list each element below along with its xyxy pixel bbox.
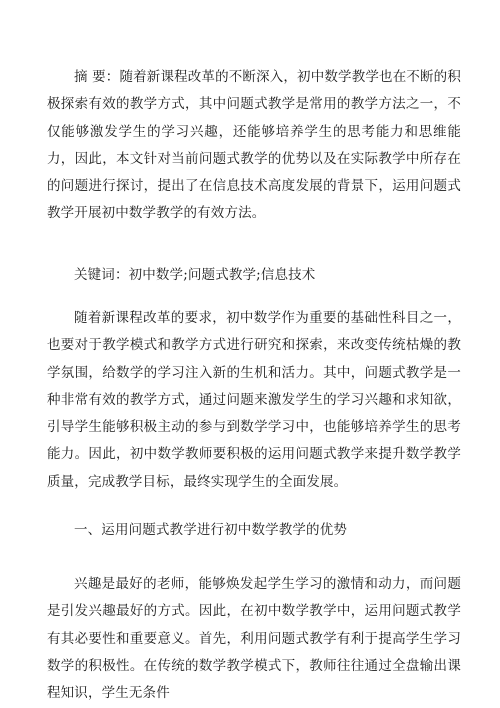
abstract-paragraph [47,64,461,228]
intro-paragraph: 随着新课程改革的要求，初中数学作为重要的基础性科目之一，也要对于教学模式和教学方式进行研究和探索，来改变传统枯燥的教学氛围，给数学的学习注入新的生机和活力。其中，问题式教学是一种非常有效的教学方式，通过问题来激发学生的学习兴趣和求知欲，引导学生能够积极主动的参与到数学学习中，也能够培养学生的思考能力。因此，初中数学教师要积极的运用问题式教学来提升数学教学质量，完成教学目标，最终实现学生的全面发展。 [47,310,461,490]
keywords-text: 初中数学;问题式教学;信息技术 [128,267,316,283]
section-paragraph: 兴趣是最好的老师，能够焕发起学生学习的激情和动力，而问题是引发兴趣最好的方式。因此，在初中数学教学中，运用问题式教学有其必要性和重要意义。首先，利用问题式教学有利于提高学生学习数学的积极性。在传统的数学教学模式下，教师往往通过全盘输出课程知识，学生无条件 [47,576,461,702]
keywords-line [47,262,461,289]
section-heading: 一、运用问题式教学进行初中数学教学的优势 [74,522,347,538]
keywords-label: 关键词： [74,267,129,283]
abstract-text: 随着新课程改革的不断深入，初中数学教学也在不断的积极探索有效的教学方式，其中问题式教学是常用的教学方法之一，不仅能够激发学生的学习兴趣，还能够培养学生的思考能力和思维能力，因此，本文针对当前问题式教学的优势以及在实际教学中所存在的问题进行探讨，提出了在信息技术高度发展的背景下，运用问题式教学开展初中数学教学的有效方法。 [47,69,461,222]
abstract-label: 摘 要： [74,69,120,85]
